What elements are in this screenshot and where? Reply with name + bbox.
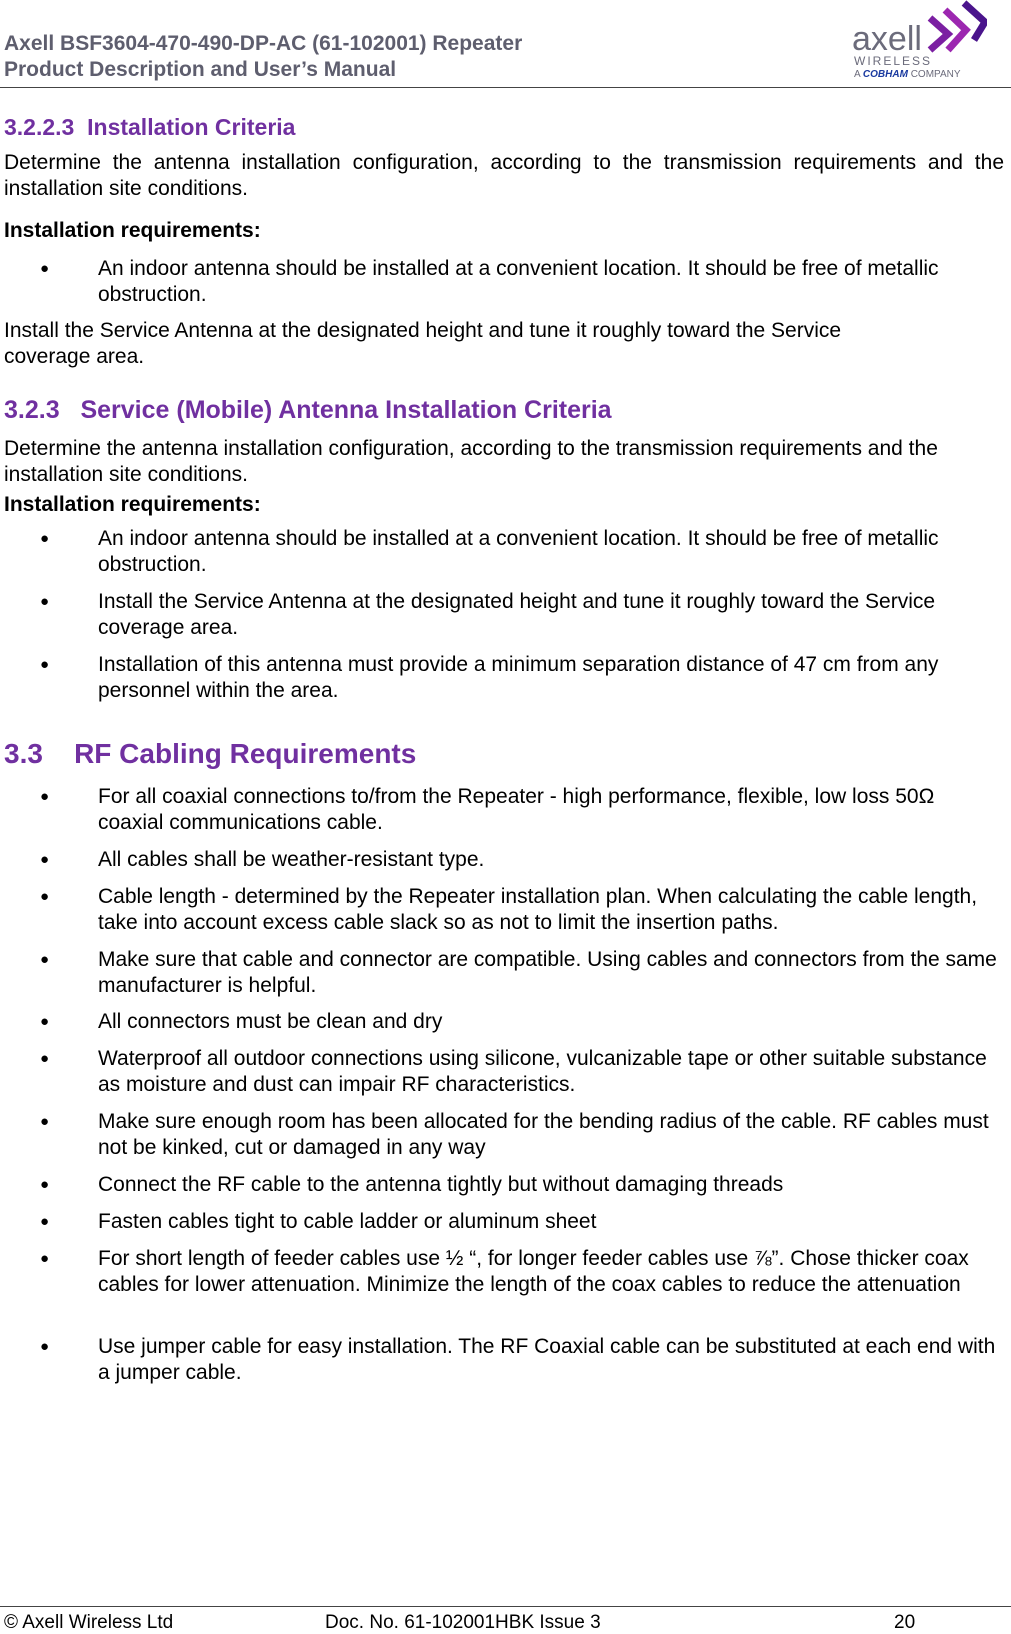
logo-brand-text: axell	[852, 20, 922, 58]
list-item-text: An indoor antenna should be installed at a convenient location. It should be free of metallic obstruction.	[98, 257, 939, 306]
bullet-icon: ●	[40, 788, 50, 805]
s1-intro: Determine the antenna installation configuration, according to the transmission requirements and the installation site conditions.	[4, 151, 1004, 200]
bullet-icon: ●	[40, 1050, 50, 1067]
bullet-icon: ●	[40, 1338, 50, 1355]
section-title: Installation Criteria	[87, 114, 296, 140]
section-title: Service (Mobile) Antenna Installation Criteria	[80, 396, 612, 424]
list-item-text: Install the Service Antenna at the designated height and tune it roughly toward the Service coverage area.	[98, 590, 936, 639]
list-item-text: For short length of feeder cables use ½ “, for longer feeder cables use ⅞”. Chose thicker coax cables for lower attenuation. Minimize the length of the coax cables to reduce the attenuation	[98, 1247, 969, 1296]
section-number: 3.2.2.3	[4, 114, 75, 140]
list-item-text: All connectors must be clean and dry	[98, 1010, 443, 1033]
footer-document-number: Doc. No. 61-102001HBK Issue 3	[325, 1612, 601, 1633]
list-item-text: All cables shall be weather-resistant type.	[98, 848, 485, 871]
bullet-icon: ●	[40, 260, 50, 277]
bullet-icon: ●	[40, 1013, 50, 1030]
bullet-icon: ●	[40, 656, 50, 673]
bullet-icon: ●	[40, 851, 50, 868]
bullet-icon: ●	[40, 888, 50, 905]
bullet-icon: ●	[40, 951, 50, 968]
list-item-text: Use jumper cable for easy installation. The RF Coaxial cable can be substituted at each end with a jumper cable.	[98, 1335, 996, 1384]
bullet-icon: ●	[40, 530, 50, 547]
s2-intro: Determine the antenna installation configuration, according to the transmission requirements and the installation site conditions.	[4, 437, 938, 486]
list-item-text: Cable length - determined by the Repeater installation plan. When calculating the cable length, take into account excess cable slack so as not to limit the insertion paths.	[98, 885, 978, 934]
logo-sub-text: WIRELESS	[854, 54, 933, 68]
section-heading-3-3	[4, 738, 416, 770]
list-item-text: An indoor antenna should be installed at a convenient location. It should be free of metallic obstruction.	[98, 527, 939, 576]
bullet-icon: ●	[40, 1176, 50, 1193]
svg-text:A COBHAM COMPA	[854, 69, 961, 80]
page-footer	[0, 1606, 1011, 1632]
document-title	[4, 31, 522, 83]
section-number: 3.3	[4, 738, 43, 769]
section-heading-3-2-3	[4, 396, 612, 425]
logo-company-suffix: COMPANY	[910, 69, 961, 80]
section-number: 3.2.3	[4, 396, 60, 424]
logo-company-name: COBHAM	[862, 69, 908, 80]
list-item-text: For all coaxial connections to/from the Repeater - high performance, flexible, low loss 50Ω coaxial communications cable.	[98, 785, 935, 834]
footer-copyright: © Axell Wireless Ltd	[4, 1612, 174, 1633]
page-header	[0, 0, 1011, 88]
document-title-line2: Product Description and User’s Manual	[4, 58, 397, 81]
section-title: RF Cabling Requirements	[74, 738, 417, 769]
axell-wireless-logo	[852, 0, 987, 82]
list-item-text: Waterproof all outdoor connections using silicone, vulcanizable tape or other suitable substance as moisture and dust can impair RF characteristics.	[98, 1047, 987, 1096]
bullet-icon: ●	[40, 593, 50, 610]
s1-after-text: Install the Service Antenna at the designated height and tune it roughly toward the Service coverage area.	[4, 319, 842, 368]
bullet-icon: ●	[40, 1213, 50, 1230]
s2-requirements-label: Installation requirements:	[4, 493, 261, 516]
list-item-text: Make sure enough room has been allocated for the bending radius of the cable. RF cables must not be kinked, cut or damaged in any way	[98, 1110, 989, 1159]
logo-company-prefix: A	[854, 69, 861, 80]
document-title-line1: Axell BSF3604-470-490-DP-AC (61-102001) Repeater	[4, 32, 523, 55]
bullet-icon: ●	[40, 1113, 50, 1130]
s1-requirements-label: Installation requirements:	[4, 219, 261, 242]
list-item-text: Installation of this antenna must provide a minimum separation distance of 47 cm from any personnel within the area.	[98, 653, 939, 702]
footer-page-number: 20	[894, 1612, 916, 1633]
section-heading-3-2-2-3	[4, 114, 295, 141]
list-item-text: Make sure that cable and connector are compatible. Using cables and connectors from the same manufacturer is helpful.	[98, 948, 997, 997]
list-item-text: Fasten cables tight to cable ladder or aluminum sheet	[98, 1210, 597, 1233]
list-item-text: Connect the RF cable to the antenna tightly but without damaging threads	[98, 1173, 784, 1196]
bullet-icon: ●	[40, 1250, 50, 1267]
